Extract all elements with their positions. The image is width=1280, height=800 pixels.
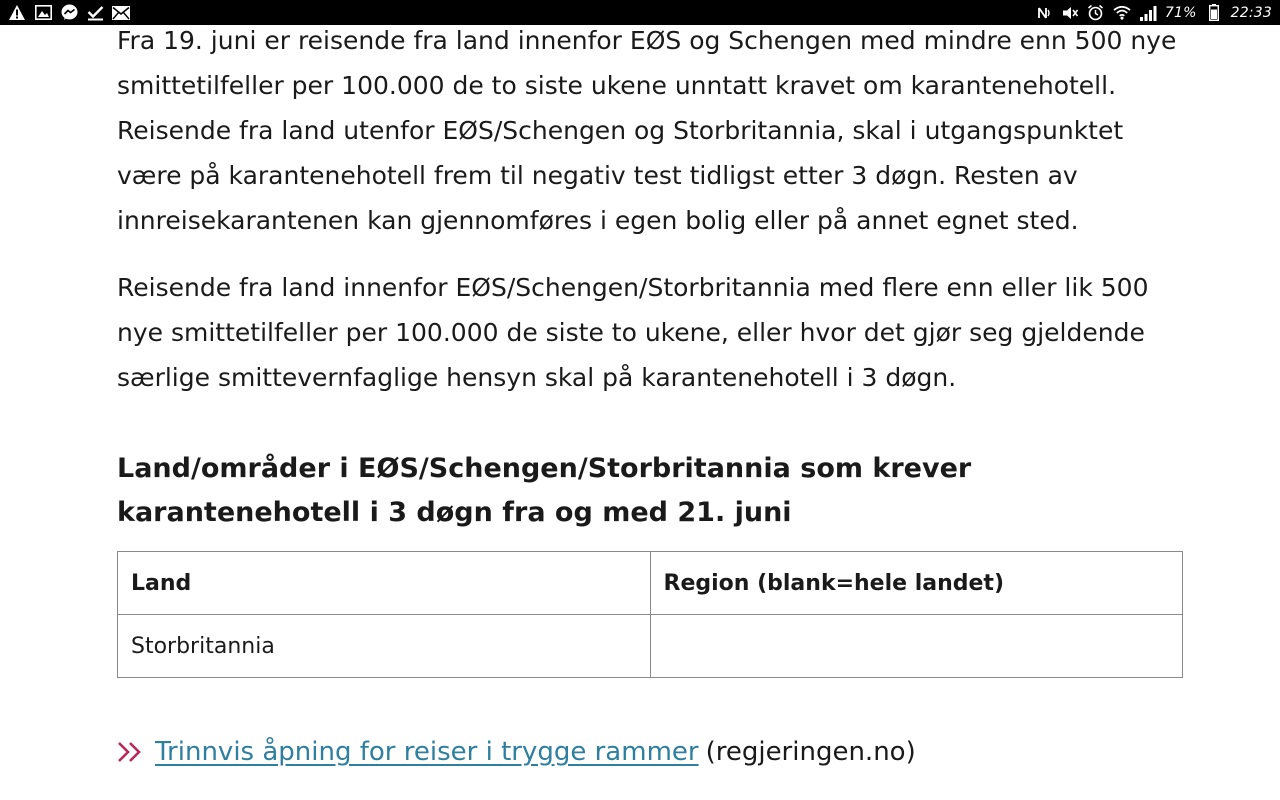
double-chevron-right-icon — [117, 739, 147, 765]
table-cell-region — [650, 615, 1183, 678]
paragraph-2: Reisende fra land innenfor EØS/Schengen/Storbritannia med flere enn eller lik 500 nye smittetilfeller per 100.000 de siste to ukene, eller hvor det gjør seg gjeldende særlige smittevernfaglige hensyn skal på karantenehotell i 3 døgn. — [117, 273, 1149, 392]
status-bar-left — [8, 0, 130, 25]
related-article-link[interactable]: Trinnvis åpning for reiser i trygge rammer — [155, 737, 699, 767]
messenger-icon — [60, 4, 78, 22]
battery-percentage: 71% — [1164, 4, 1197, 21]
related-link-line — [117, 732, 916, 772]
image-icon — [34, 4, 52, 22]
checkmark-icon — [86, 4, 104, 22]
section-heading: Land/områder i EØS/Schengen/Storbritannia som krever karantenehotell i 3 døgn fra og med 21. juni — [117, 453, 972, 528]
country-table — [117, 551, 1183, 678]
article-body — [117, 18, 1183, 678]
battery-icon — [1205, 4, 1223, 22]
column-header-region: Region (blank=hele landet) — [650, 552, 1183, 615]
paragraph-1: Fra 19. juni er reisende fra land innenfor EØS og Schengen med mindre enn 500 nye smittetilfeller per 100.000 de to siste ukene unntatt kravet om karantenehotell. Reisende fra land utenfor EØS/Schengen og Storbritannia, skal i utgangspunktet være på karantenehotell frem til negativ test tidligst etter 3 døgn. Resten av innreisekarantenen kan gjennomføres i egen bolig eller på annet egnet sted. — [117, 26, 1177, 235]
table-row — [118, 615, 1183, 678]
warning-icon — [8, 4, 26, 22]
link-source: (regjeringen.no) — [705, 737, 916, 767]
table-cell-country: Storbritannia — [118, 615, 651, 678]
table-header-row — [118, 552, 1183, 615]
column-header-land: Land — [118, 552, 651, 615]
clock: 22:33 — [1230, 4, 1272, 21]
